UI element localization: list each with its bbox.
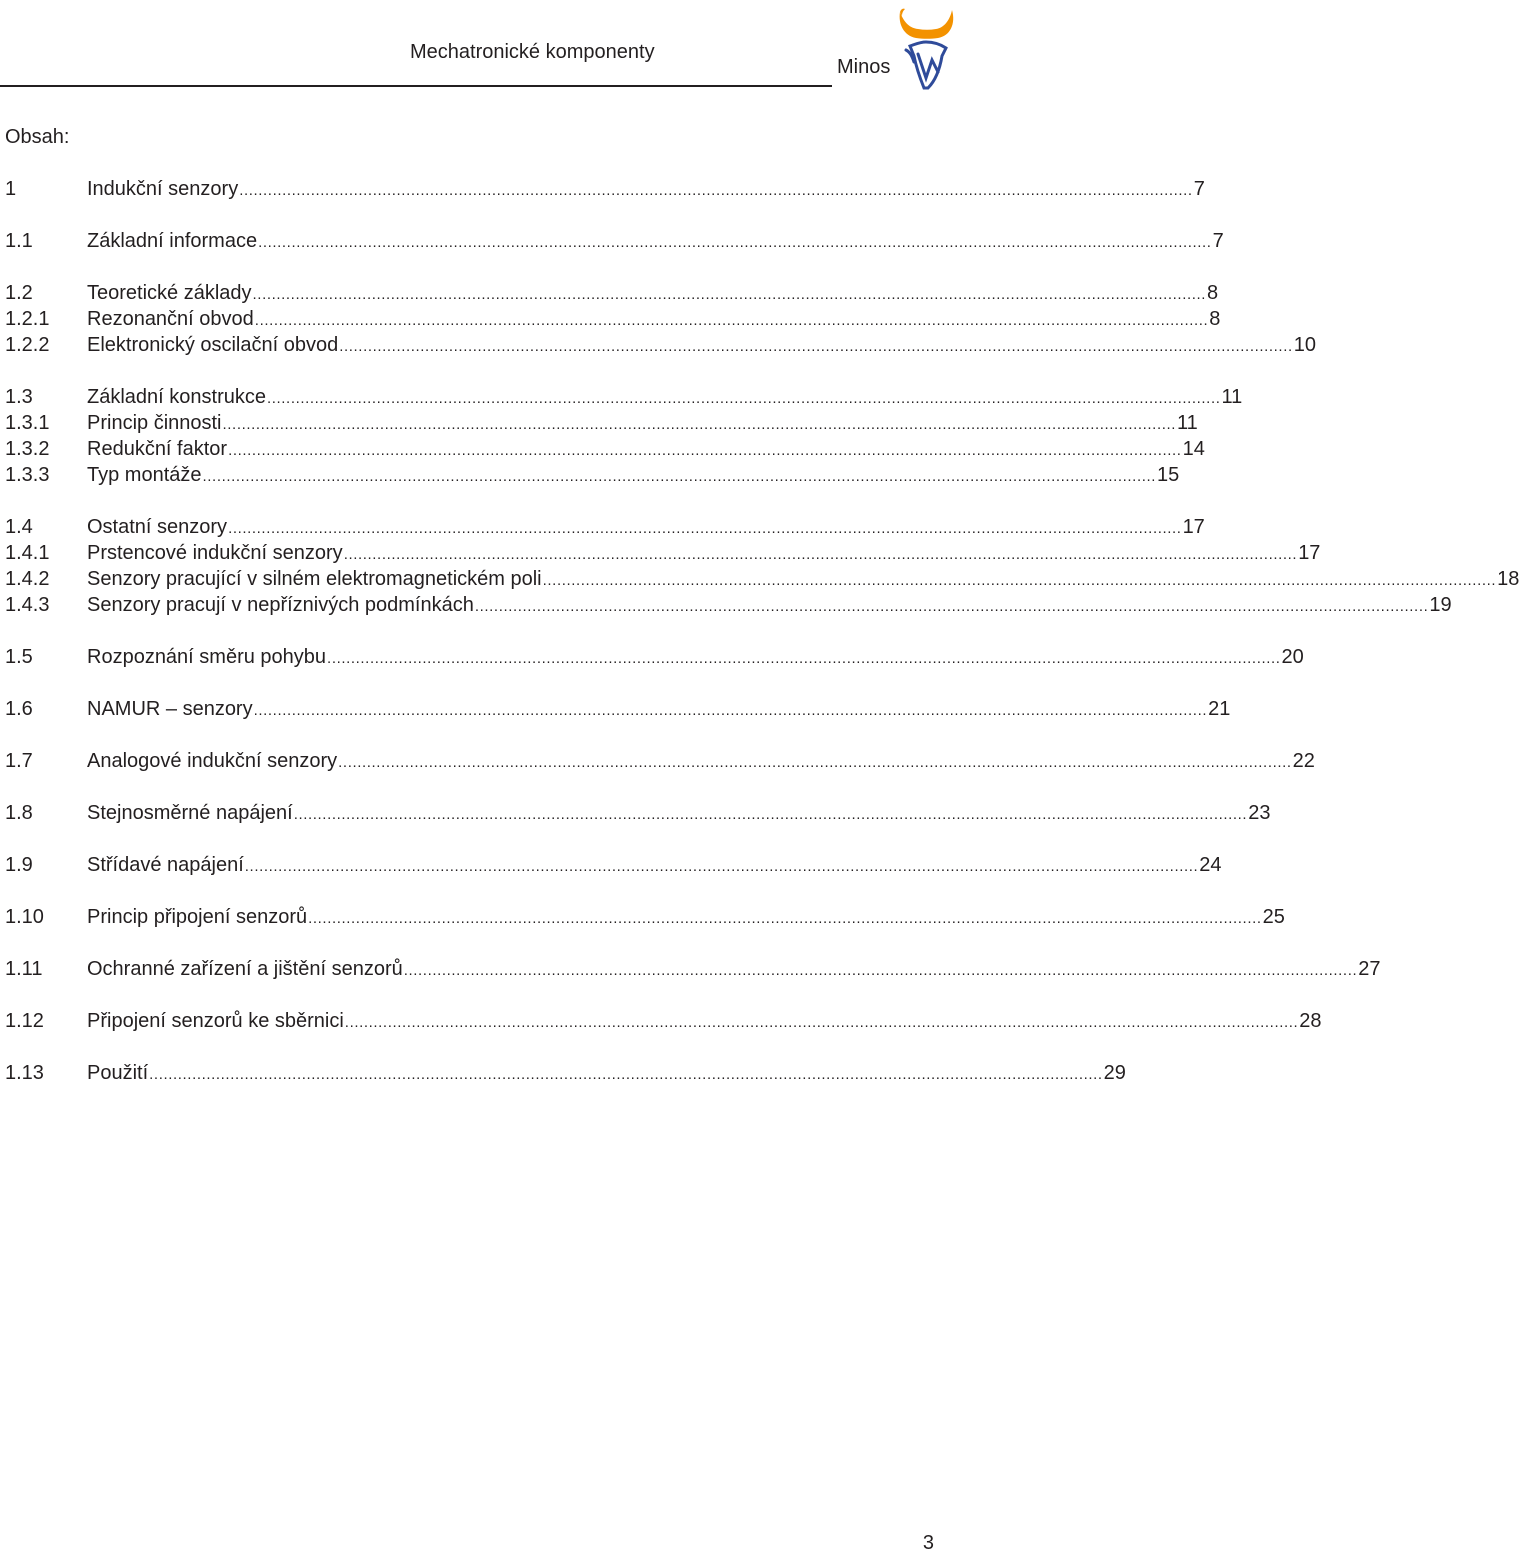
- toc-entry-number: 1.3: [5, 386, 33, 408]
- toc-entry-number: 1.1: [5, 230, 33, 252]
- page-number: 3: [922, 1532, 934, 1554]
- toc-dot-leader: ........................................................................................................................................................................................................: [202, 468, 1157, 485]
- toc-entry-title: Elektronický oscilační obvod: [87, 334, 339, 356]
- toc-dot-leader: ........................................................................................................................................................................................................: [403, 962, 1358, 979]
- toc-entry-number: 1.8: [5, 802, 33, 824]
- toc-entry-page: 21: [1208, 698, 1231, 720]
- toc-dot-leader: ........................................................................................................................................................................................................: [327, 650, 1281, 667]
- toc-entry-title: Senzory pracují v nepříznivých podmínkách: [87, 594, 474, 616]
- toc-entry-page: 17: [1182, 516, 1205, 538]
- toc-entry-number: 1.4.1: [5, 542, 50, 564]
- toc-entry-number: 1.3.2: [5, 438, 50, 460]
- toc-entry-number: 1.4.2: [5, 568, 50, 590]
- toc-entry-page: 29: [1103, 1062, 1126, 1084]
- toc-dot-leader: ........................................................................................................................................................................................................: [244, 858, 1199, 875]
- toc-dot-leader: ........................................................................................................................................................................................................: [252, 286, 1207, 303]
- toc-dot-leader: ........................................................................................................................................................................................................: [308, 910, 1262, 927]
- toc-entry-number: 1.7: [5, 750, 33, 772]
- toc-entry[interactable]: [5, 593, 1452, 617]
- toc-entry-page: 15: [1157, 464, 1180, 486]
- brand-name: Minos: [837, 56, 891, 78]
- toc-entry-title: NAMUR – senzory: [87, 698, 253, 720]
- toc-entry-title: Základní konstrukce: [87, 386, 266, 408]
- toc-dot-leader: ........................................................................................................................................................................................................: [222, 416, 1177, 433]
- toc-entry-page: 25: [1262, 906, 1285, 928]
- toc-entry-title: Připojení senzorů ke sběrnici: [87, 1010, 344, 1032]
- toc-entry-page: 22: [1292, 750, 1315, 772]
- toc-dot-leader: ........................................................................................................................................................................................................: [266, 390, 1221, 407]
- toc-entry-page: 19: [1429, 594, 1452, 616]
- toc-entry-page: 20: [1281, 646, 1304, 668]
- toc-entry-title: Střídavé napájení: [87, 854, 244, 876]
- toc-entry-title: Indukční senzory: [87, 178, 239, 200]
- toc-dot-leader: ........................................................................................................................................................................................................: [228, 442, 1182, 459]
- toc-entry-title: Základní informace: [87, 230, 258, 252]
- toc-entry[interactable]: [5, 749, 1315, 773]
- toc-entry[interactable]: [5, 905, 1285, 929]
- toc-entry[interactable]: [5, 567, 1519, 591]
- toc-entry[interactable]: [5, 411, 1198, 435]
- toc-entry-page: 14: [1182, 438, 1205, 460]
- toc-entry-number: 1.10: [5, 906, 44, 928]
- toc-entry[interactable]: [5, 177, 1205, 201]
- toc-entry-page: 7: [1212, 230, 1224, 252]
- toc-entry-page: 27: [1358, 958, 1381, 980]
- toc-entry-number: 1.12: [5, 1010, 44, 1032]
- toc-entry-page: 8: [1207, 282, 1219, 304]
- toc-entry[interactable]: [5, 697, 1231, 721]
- toc-entry[interactable]: [5, 229, 1224, 253]
- toc-dot-leader: ........................................................................................................................................................................................................: [149, 1066, 1103, 1083]
- toc-entry-page: 11: [1177, 412, 1198, 434]
- toc-dot-leader: ........................................................................................................................................................................................................: [542, 572, 1497, 589]
- toc-dot-leader: ........................................................................................................................................................................................................: [343, 546, 1298, 563]
- toc-entry-number: 1.2.1: [5, 308, 50, 330]
- toc-entry-number: 1: [5, 178, 17, 200]
- toc-dot-leader: ........................................................................................................................................................................................................: [293, 806, 1248, 823]
- toc-entry-title: Rozpoznání směru pohybu: [87, 646, 327, 668]
- toc-entry-number: 1.3.3: [5, 464, 50, 486]
- toc-entry-number: 1.2.2: [5, 334, 50, 356]
- toc-entry[interactable]: [5, 333, 1316, 357]
- toc-dot-leader: ........................................................................................................................................................................................................: [338, 754, 1292, 771]
- toc-entry[interactable]: [5, 541, 1321, 565]
- toc-entry-page: 11: [1221, 386, 1243, 408]
- toc-dot-leader: ........................................................................................................................................................................................................: [339, 338, 1293, 355]
- toc-entry-page: 8: [1209, 308, 1221, 330]
- toc-entry-title: Typ montáže: [87, 464, 202, 486]
- toc-dot-leader: ........................................................................................................................................................................................................: [228, 520, 1182, 537]
- toc-entry-page: 24: [1199, 854, 1222, 876]
- toc-entry[interactable]: [5, 1009, 1322, 1033]
- toc-entry-number: 1.2: [5, 282, 33, 304]
- toc-entry-title: Teoretické základy: [87, 282, 252, 304]
- toc-entry-number: 1.3.1: [5, 412, 50, 434]
- toc-entry-number: 1.4.3: [5, 594, 50, 616]
- toc-entry-page: 23: [1248, 802, 1271, 824]
- toc-entry[interactable]: [5, 645, 1304, 669]
- toc-dot-leader: ........................................................................................................................................................................................................: [474, 598, 1429, 615]
- toc-entry-number: 1.13: [5, 1062, 44, 1084]
- toc-entry-title: Prstencové indukční senzory: [87, 542, 343, 564]
- toc-entry[interactable]: [5, 515, 1205, 539]
- toc-entry-number: 1.4: [5, 516, 33, 538]
- toc-entry[interactable]: [5, 853, 1222, 877]
- toc-entry-title: Použití: [87, 1062, 149, 1084]
- toc-dot-leader: ........................................................................................................................................................................................................: [254, 312, 1209, 329]
- toc-entry-number: 1.11: [5, 958, 43, 980]
- toc-heading: Obsah:: [5, 126, 70, 148]
- toc-entry[interactable]: [5, 957, 1381, 981]
- toc-entry-title: Analogové indukční senzory: [87, 750, 338, 772]
- toc-entry[interactable]: [5, 1061, 1126, 1085]
- toc-entry[interactable]: [5, 307, 1221, 331]
- toc-dot-leader: ........................................................................................................................................................................................................: [253, 702, 1208, 719]
- toc-entry[interactable]: [5, 385, 1243, 409]
- toc-entry-title: Senzory pracující v silném elektromagnetickém poli: [87, 568, 542, 590]
- toc-entry[interactable]: [5, 437, 1205, 461]
- toc-entry-number: 1.5: [5, 646, 33, 668]
- toc-entry-page: 18: [1497, 568, 1519, 590]
- toc-entry-title: Rezonanční obvod: [87, 308, 254, 330]
- toc-entry-title: Ochranné zařízení a jištění senzorů: [87, 958, 403, 980]
- toc-entry-title: Stejnosměrné napájení: [87, 802, 293, 824]
- toc-entry-number: 1.9: [5, 854, 33, 876]
- toc-entry-page: 17: [1298, 542, 1321, 564]
- toc-dot-leader: ........................................................................................................................................................................................................: [258, 234, 1212, 251]
- toc-entry-title: Ostatní senzory: [87, 516, 228, 538]
- toc-entry[interactable]: [5, 463, 1180, 487]
- toc-dot-leader: ........................................................................................................................................................................................................: [239, 182, 1193, 199]
- toc-entry-title: Princip činnosti: [87, 412, 222, 434]
- toc-entry[interactable]: [5, 281, 1219, 305]
- toc-entry-page: 10: [1293, 334, 1316, 356]
- toc-entry-title: Princip připojení senzorů: [87, 906, 308, 928]
- document-title: Mechatronické komponenty: [410, 41, 655, 63]
- toc-entry-page: 28: [1299, 1010, 1322, 1032]
- toc-entry-title: Redukční faktor: [87, 438, 228, 460]
- toc-dot-leader: ........................................................................................................................................................................................................: [344, 1014, 1299, 1031]
- toc-entry-page: 7: [1193, 178, 1205, 200]
- toc-entry[interactable]: [5, 801, 1271, 825]
- toc-entry-number: 1.6: [5, 698, 33, 720]
